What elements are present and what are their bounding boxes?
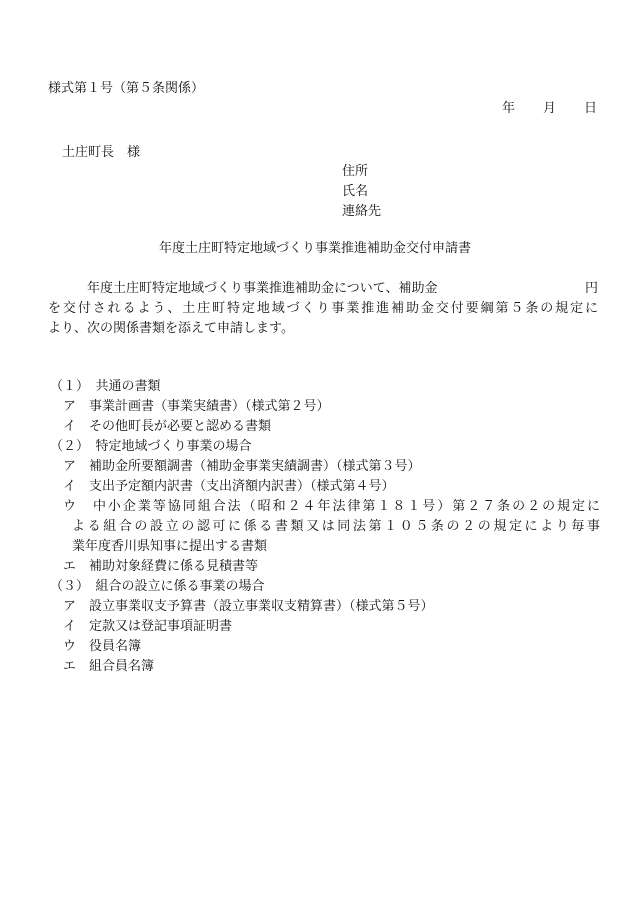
attachment-list <box>50 377 600 677</box>
list-item: ウ 中小企業等協同組合法（昭和２４年法律第１８１号）第２７条の２の規定に <box>63 499 600 514</box>
list-item: イ 定款又は登記事項証明書 <box>63 619 233 634</box>
month-label: 月 <box>542 101 556 116</box>
list-item: ウ 役員名簿 <box>63 639 142 654</box>
recipient: 土庄町長 様 <box>62 145 141 160</box>
body-paragraph <box>48 279 598 339</box>
list-item: ア 補助金所要額調書（補助金事業実績調書）（様式第３号） <box>63 459 421 474</box>
year-label: 年 <box>501 101 515 116</box>
name-label: 氏名 <box>342 184 369 199</box>
list-item-continuation: 業年度香川県知事に提出する書類 <box>72 539 268 554</box>
address-label: 住所 <box>342 164 369 179</box>
body-line-1-text: 年度土庄町特定地域づくり事業推進補助金について、補助金 <box>87 281 438 296</box>
contact-label: 連絡先 <box>342 204 382 219</box>
section-heading: （３） 組合の設立に係る事業の場合 <box>50 579 265 594</box>
list-item: エ 組合員名簿 <box>63 659 155 674</box>
yen-unit: 円 <box>584 281 598 296</box>
list-item: ア 事業計画書（事業実績書）（様式第２号） <box>63 399 330 414</box>
list-item: エ 補助対象経費に係る見積書等 <box>63 559 259 574</box>
date-line <box>502 99 597 119</box>
list-item: イ 支出予定額内訳書（支出済額内訳書）（様式第４号） <box>63 479 395 494</box>
body-line-3: より、次の関係書類を添えて申請します。 <box>48 321 294 336</box>
day-label: 日 <box>583 101 597 116</box>
body-line-2: を交付されるよう、土庄町特定地域づくり事業推進補助金交付要綱第５条の規定に <box>48 301 598 316</box>
applicant-block <box>342 162 381 222</box>
section-heading: （１） 共通の書類 <box>50 379 161 394</box>
form-number: 様式第１号（第５条関係） <box>48 81 205 96</box>
list-item: ア 設立事業収支予算書（設立事業収支精算書）（様式第５号） <box>63 599 434 614</box>
document-title: 年度土庄町特定地域づくり事業推進補助金交付申請書 <box>158 241 471 256</box>
list-item-continuation: よる組合の設立の認可に係る書類又は同法第１０５条の２の規定により毎事 <box>72 519 600 534</box>
section-heading: （２） 特定地域づくり事業の場合 <box>50 439 252 454</box>
body-line-1 <box>48 279 598 299</box>
list-item: イ その他町長が必要と認める書類 <box>63 419 272 434</box>
